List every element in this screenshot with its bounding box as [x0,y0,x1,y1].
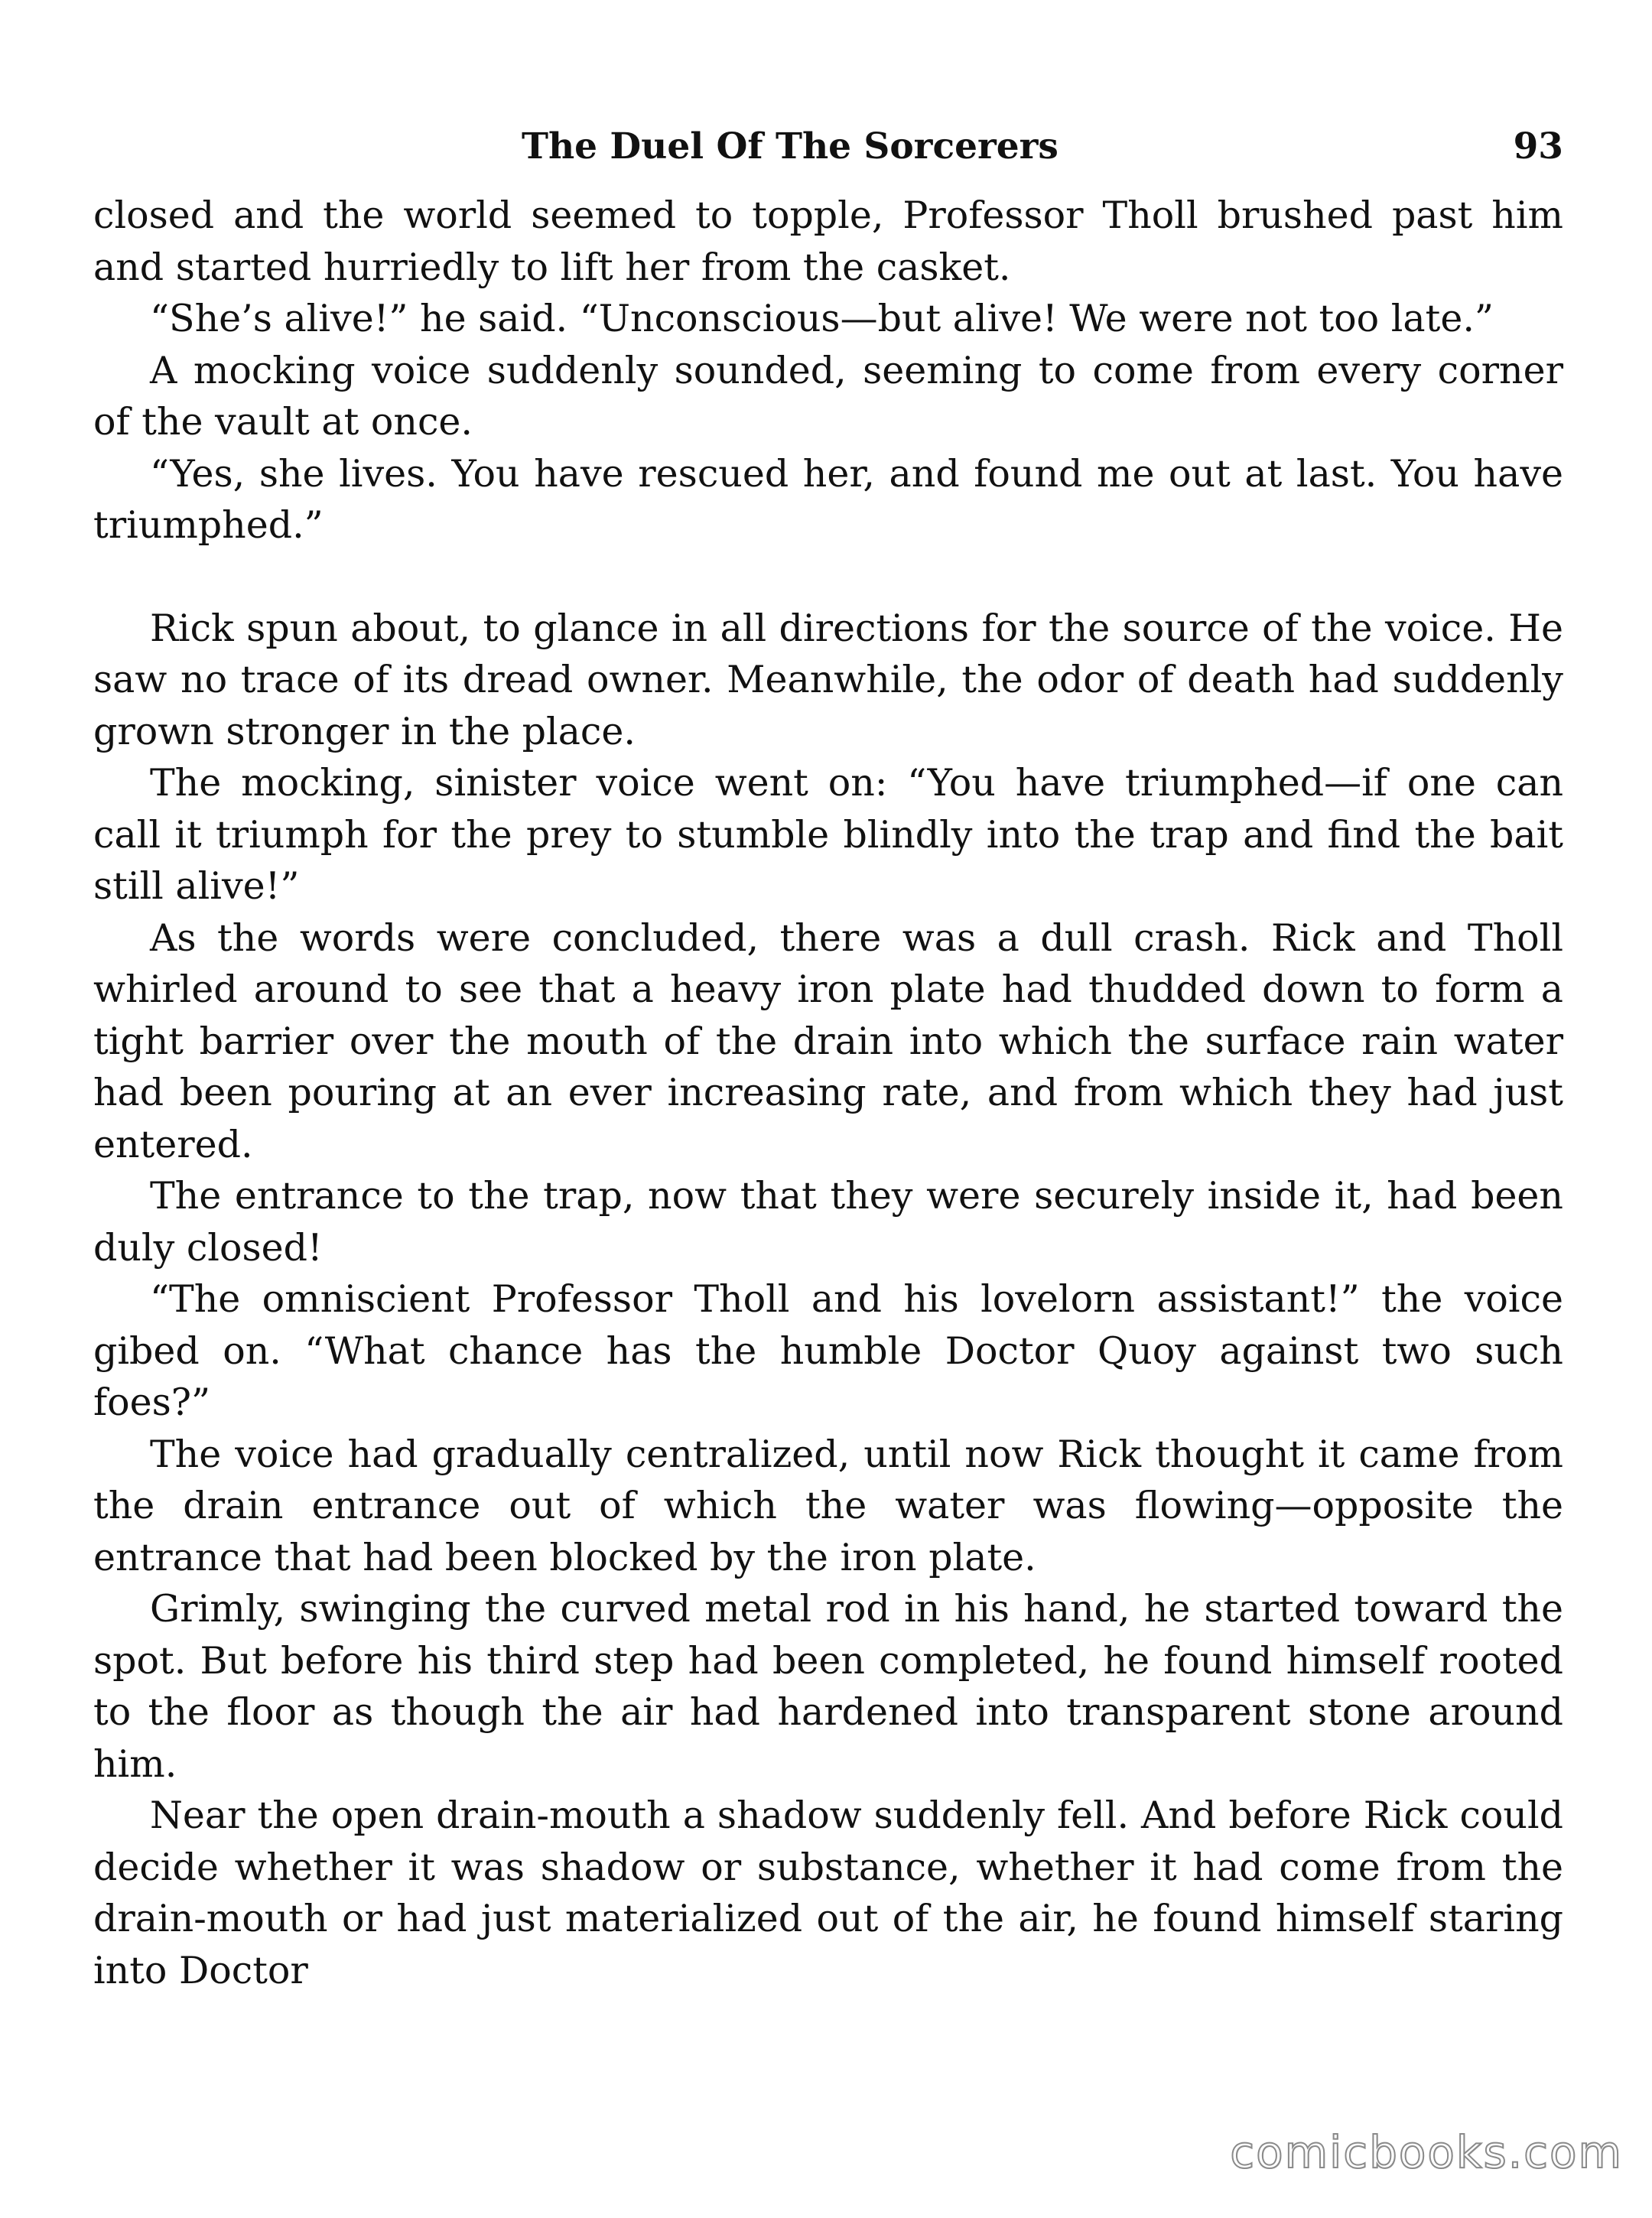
paragraph: The entrance to the trap, now that they were securely inside it, had been duly closed! [93,1174,1563,1270]
watermark: comicbooks.com [1230,2126,1623,2178]
paragraph: “She’s alive!” he said. “Unconscious—but alive! We were not too late.” [150,297,1494,340]
page-number: 93 [1513,125,1563,167]
body-text [93,190,1563,1996]
paragraph: The mocking, sinister voice went on: “You have triumphed—if one can call it triumph for the prey to stumble blindly into the trap and find the bait still alive!” [93,761,1563,908]
book-page [93,119,1563,1996]
paragraph: closed and the world seemed to topple, Professor Tholl brushed past him and started hurriedly to lift her from the casket. [93,194,1563,289]
paragraph: “The omniscient Professor Tholl and his lovelorn assistant!” the voice gibed on. “What chance has the humble Doctor Quoy against two such foes?” [93,1277,1563,1424]
paragraph: A mocking voice suddenly sounded, seeming to come from every corner of the vault at once. [93,348,1563,444]
paragraph: Rick spun about, to glance in all directions for the source of the voice. He saw no trace of its dread owner. Meanwhile, the odor of death had suddenly grown stronger in the place. [93,606,1563,753]
running-header [93,119,1563,190]
paragraph: As the words were concluded, there was a dull crash. Rick and Tholl whirled around to see that a heavy iron plate had thudded down to form a tight barrier over the mouth of the drain into which the surface rain water had been pouring at an ever increasing rate, and from which they had just entered. [93,915,1563,1166]
paragraph: The voice had gradually centralized, until now Rick thought it came from the drain entrance out of which the water was flowing—opposite the entrance that had been blocked by the iron plate. [93,1432,1563,1579]
paragraph: “Yes, she lives. You have rescued her, and found me out at last. You have triumphed.” [93,451,1563,547]
paragraph: Near the open drain-mouth a shadow suddenly fell. And before Rick could decide whether it was shadow or substance, whether it had come from the drain-mouth or had just materialized out of the air, he found himself staring into Doctor [93,1794,1563,1992]
running-title: The Duel Of The Sorcerers [522,125,1059,167]
paragraph: Grimly, swinging the curved metal rod in his hand, he started toward the spot. But before his third step had been completed, he found himself rooted to the floor as though the air had hardened into transparent stone around him. [93,1587,1563,1786]
